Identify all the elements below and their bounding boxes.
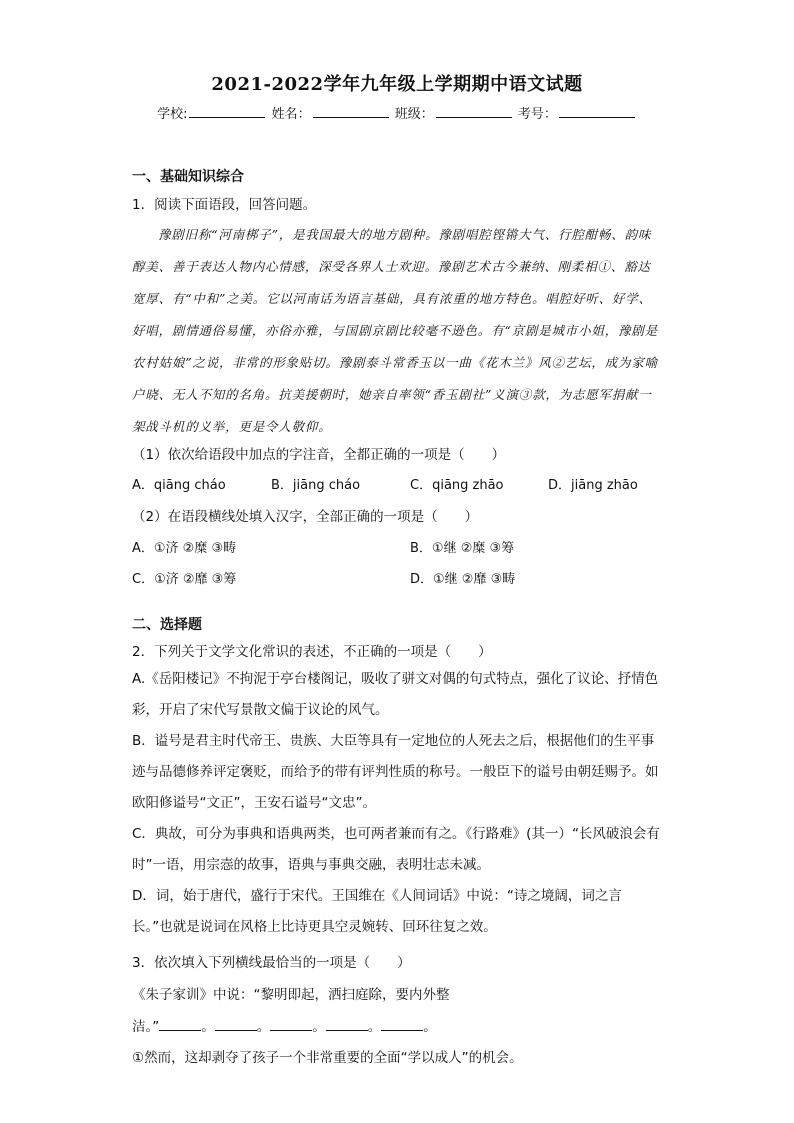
- reading-passage: [132, 219, 662, 443]
- question-3-quote-line1: 《朱子家训》中说：“黎明即起，洒扫庭除，要内外整: [132, 987, 450, 1003]
- question-3-stem: 3．依次填入下列横线最恰当的一项是（ ）: [132, 955, 411, 971]
- question-3-item-1: ①然而，这却剥夺了孩子一个非常重要的全面“学以成人”的机会。: [132, 1050, 523, 1066]
- question-2-stem: 2．下列关于文学文化常识的表述，不正确的一项是（ ）: [132, 644, 492, 660]
- q2-option-d: D．词，始于唐代，盛行于宋代。王国维在《人间词话》中说：“诗之境阔，词之言长。”也就是说词在风格上比诗更具空灵婉转、回环往复之效。: [132, 888, 622, 935]
- question-2-options: [132, 664, 662, 943]
- q1-sub1-option-d: D．jiāng zhāo: [548, 478, 638, 493]
- q2-option-c: C．典故，可分为事典和语典两类，也可两者兼而有之。《行路难》(其一）“长风破浪会有时”一语，用宗悫的故事，语典与事典交融，表明壮志未减。: [132, 826, 660, 873]
- name-label: 姓名：: [271, 107, 311, 122]
- q1-sub1-option-a: A．qiāng cháo: [132, 478, 226, 493]
- id-blank: [559, 104, 635, 118]
- section-heading-basics: 一、基础知识综合: [132, 169, 244, 185]
- question-1-stem: 1．阅读下面语段，回答问题。: [132, 197, 317, 213]
- fill-blank-4: [326, 1018, 368, 1031]
- page-title: 2021-2022学年九年级上学期期中语文试题: [211, 74, 583, 95]
- fill-blank-5: [381, 1018, 423, 1031]
- q2-option-a: A.《岳阳楼记》不拘泥于亭台楼阁记，吸收了骈文对偶的句式特点，强化了议论、抒情色彩，开启了宋代写景散文偏于议论的风气。: [132, 671, 659, 718]
- q2-option-b: B．谥号是君主时代帝王、贵族、大臣等具有一定地位的人死去之后，根据他们的生平事迹与品德修养评定褒贬，而给予的带有评判性质的称号。一般臣下的谥号由朝廷赐予。如欧阳修谥号“文正”，王安石谥号“文忠”。: [132, 733, 659, 811]
- school-blank: [189, 104, 265, 118]
- fill-blank-1: [159, 1018, 201, 1031]
- quote-end: 洁。”: [132, 1019, 160, 1035]
- fill-blank-2: [215, 1018, 257, 1031]
- q1-sub2-option-d: D．①继 ②靡 ③畴: [410, 572, 516, 587]
- q1-sub2-option-b: B．①继 ②糜 ③筹: [410, 541, 515, 556]
- blank-separator: 。: [201, 1019, 215, 1035]
- id-label: 考号：: [517, 107, 557, 122]
- class-label: 班级：: [394, 107, 434, 122]
- passage-text: 豫剧旧称“河南梆子”，是我国最大的地方剧种。豫剧唱腔铿锵大气、行腔酣畅、韵味醇美、善于表达人物内心情感，深受各界人士欢迎。豫剧艺术古今兼纳、刚柔相①、豁达宽厚、有“中和”之美。它以河南话为语言基础，具有浓重的地方特色。唱腔好听、好学、好唱，剧情通俗易懂，亦俗亦雅，与国剧京剧比较毫不逊色。有“京剧是城市小姐，豫剧是农村姑娘”之说，非常的形象贴切。豫剧泰斗常香玉以一曲《花木兰》风②艺坛，成为家喻户晓、无人不知的名角。抗美援朝时，她亲自率领“香玉剧社”义演③款，为志愿军捐献一架战斗机的义举，更是令人敬仰。: [132, 227, 658, 434]
- class-blank: [436, 104, 512, 118]
- fill-blank-3: [270, 1018, 312, 1031]
- blank-separator: 。: [312, 1019, 326, 1035]
- q1-sub2-option-c: C．①济 ②靡 ③筹: [132, 572, 237, 587]
- blank-separator: 。: [367, 1019, 382, 1035]
- name-blank: [313, 104, 389, 118]
- question-3-quote-line2: [132, 1015, 437, 1035]
- section-heading-choice: 二、选择题: [132, 617, 202, 633]
- blank-separator: 。: [423, 1019, 437, 1035]
- question-1-sub1-stem: （1）依次给语段中加点的字注音，全都正确的一项是（ ）: [132, 447, 506, 463]
- student-info-row: [0, 103, 794, 122]
- q1-sub1-option-b: B．jiāng cháo: [271, 478, 361, 493]
- school-label: 学校:: [157, 107, 188, 122]
- question-1-sub2-stem: （2）在语段横线处填入汉字，全部正确的一项是（ ）: [132, 509, 479, 525]
- blank-separator: 。: [256, 1019, 271, 1035]
- q1-sub1-option-c: C．qiāng zhāo: [410, 478, 504, 493]
- q1-sub2-option-a: A．①济 ②糜 ③畴: [132, 541, 237, 556]
